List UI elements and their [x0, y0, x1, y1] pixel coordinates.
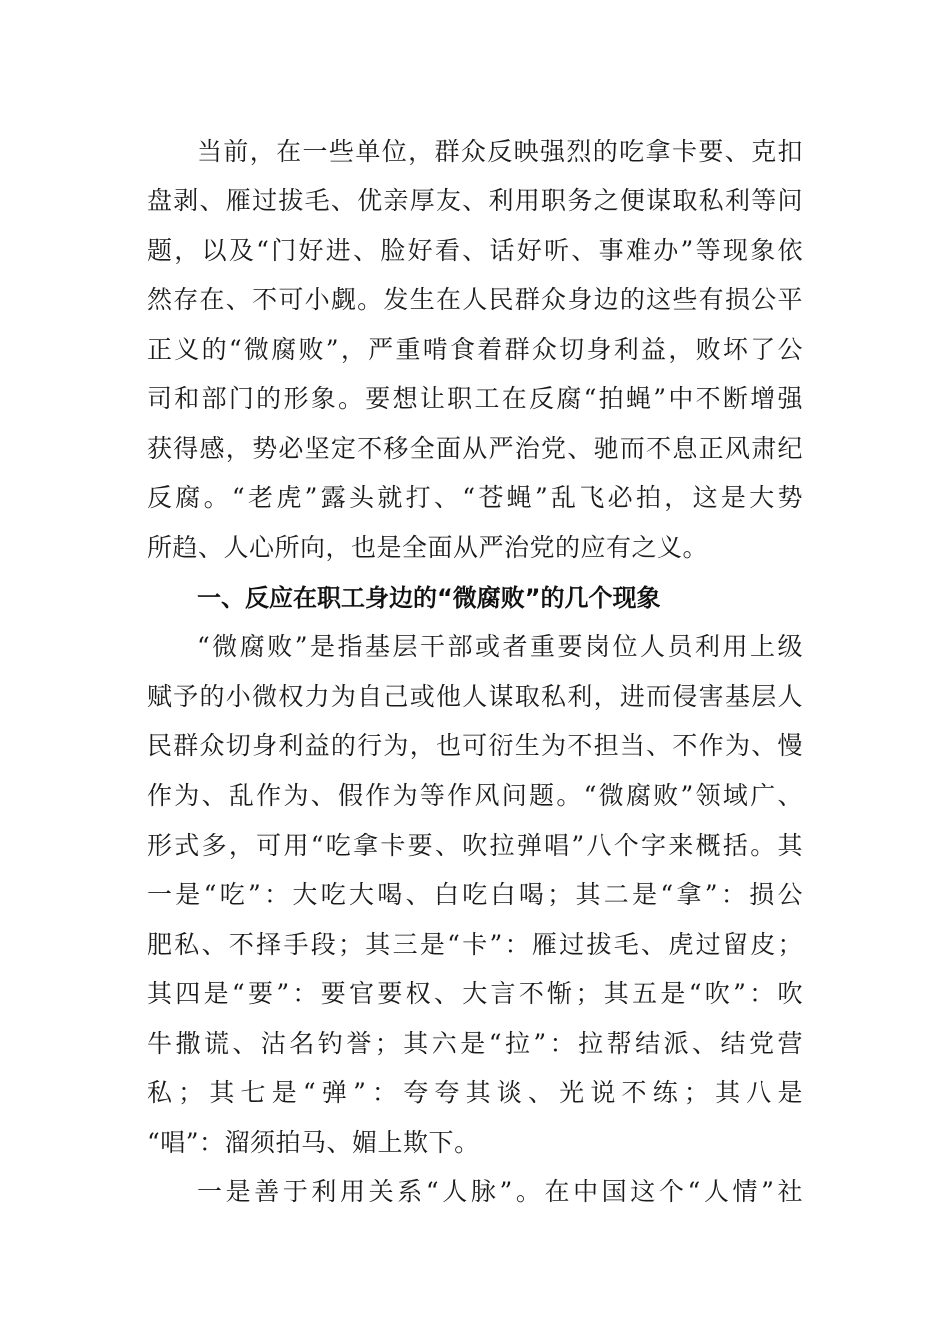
- intro-line-2: 盘剥、雁过拔毛、优亲厚友、利用职务之便谋取私利等问: [147, 186, 803, 215]
- intro-line-7: 获得感，势必坚定不移全面从严治党、驰而不息正风肃纪: [147, 434, 803, 463]
- point-1-line-1: 一是善于利用关系“人脉”。在中国这个“人情”社: [197, 1177, 803, 1206]
- definition-line-5: 形式多，可用“吃拿卡要、吹拉弹唱”八个字来概括。其: [147, 831, 803, 860]
- intro-line-6: 司和部门的形象。要想让职工在反腐“拍蝇”中不断增强: [147, 384, 803, 413]
- intro-line-4: 然存在、不可小觑。发生在人民群众身边的这些有损公平: [147, 285, 803, 314]
- intro-line-1: 当前，在一些单位，群众反映强烈的吃拿卡要、克扣: [197, 137, 803, 166]
- definition-line-7: 肥私、不择手段；其三是“卡”：雁过拔毛、虎过留皮；: [147, 930, 803, 959]
- definition-line-10: 私；其七是“弹”：夸夸其谈、光说不练；其八是: [147, 1078, 803, 1107]
- definition-line-3: 民群众切身利益的行为，也可衍生为不担当、不作为、慢: [147, 731, 803, 760]
- section-heading-1: 一、反应在职工身边的“微腐败”的几个现象: [197, 584, 661, 612]
- definition-line-9: 牛撒谎、沽名钓誉；其六是“拉”：拉帮结派、结党营: [147, 1029, 803, 1058]
- intro-line-3: 题，以及“门好进、脸好看、话好听、事难办”等现象依: [147, 236, 803, 265]
- intro-line-9: 所趋、人心所向，也是全面从严治党的应有之义。: [147, 533, 709, 562]
- definition-line-8: 其四是“要”：要官要权、大言不惭；其五是“吹”：吹: [147, 979, 803, 1008]
- definition-line-11: “唱”：溜须拍马、媚上欺下。: [147, 1128, 480, 1157]
- definition-line-1: “微腐败”是指基层干部或者重要岗位人员利用上级: [197, 632, 803, 661]
- definition-line-6: 一是“吃”：大吃大喝、白吃白喝；其二是“拿”：损公: [147, 880, 803, 909]
- definition-line-2: 赋予的小微权力为自己或他人谋取私利，进而侵害基层人: [147, 682, 803, 711]
- intro-line-8: 反腐。“老虎”露头就打、“苍蝇”乱飞必拍，这是大势: [147, 483, 803, 512]
- definition-line-4: 作为、乱作为、假作为等作风问题。“微腐败”领域广、: [147, 781, 803, 810]
- intro-line-5: 正义的“微腐败”，严重啃食着群众切身利益，败坏了公: [147, 335, 803, 364]
